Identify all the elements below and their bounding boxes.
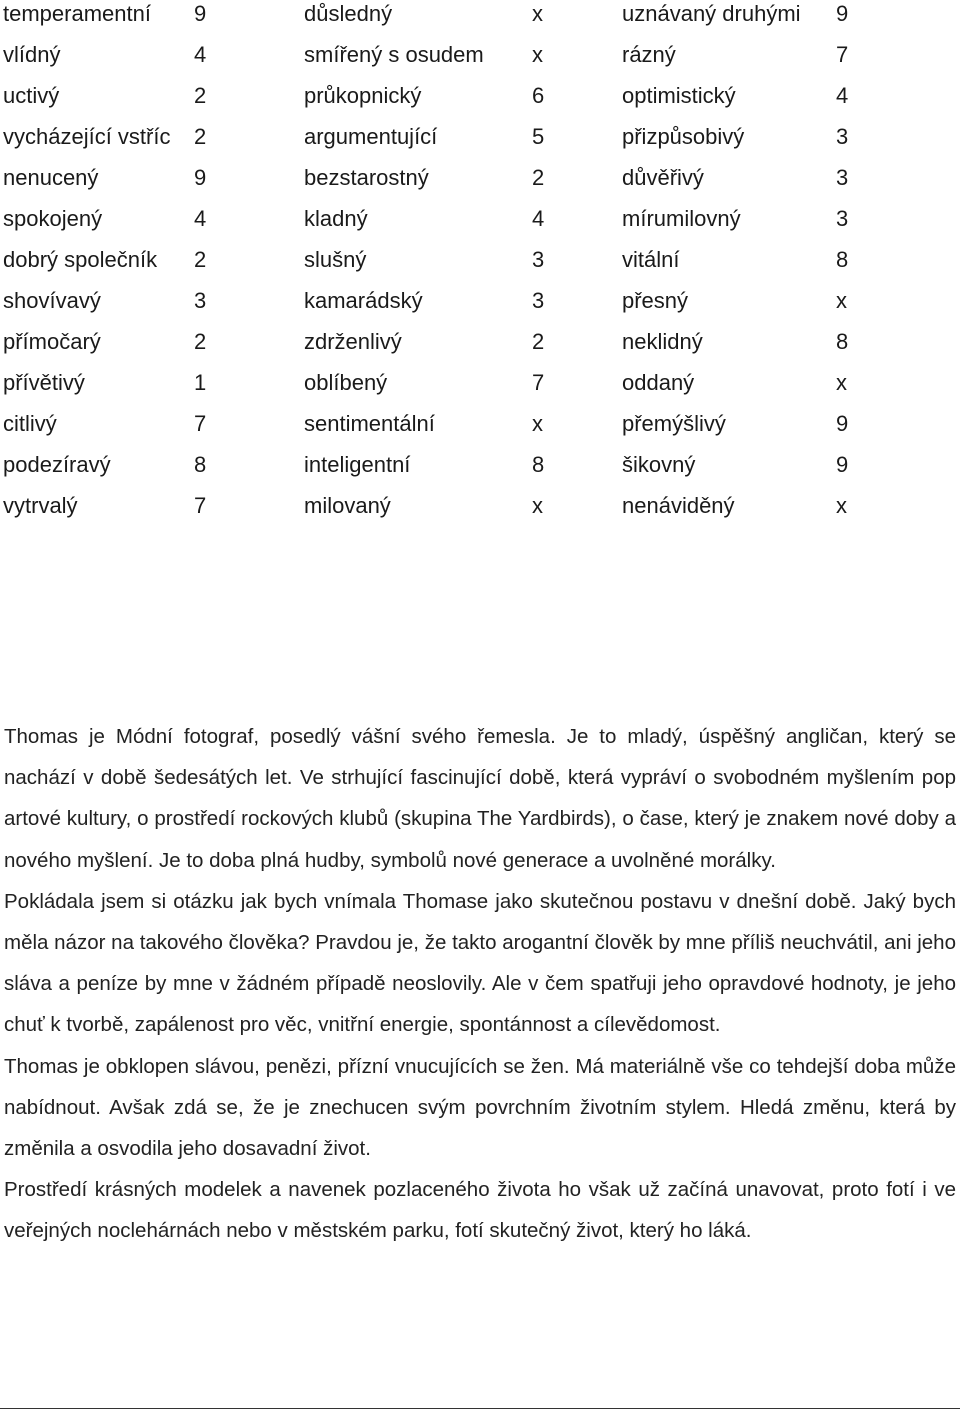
trait-score-2: x [532,1,543,26]
trait-name-1: nenucený [3,165,99,190]
trait-name-2: kamarádský [304,288,423,313]
trait-score-3: x [836,370,847,395]
trait-score-3: 3 [836,206,849,231]
trait-name-2: bezstarostný [304,165,429,190]
trait-name-1: vlídný [3,42,61,67]
trait-score-1: 2 [194,329,207,354]
trait-score-3: 8 [836,247,849,272]
trait-name-3: přesný [622,288,689,313]
trait-name-3: neklidný [622,329,703,354]
paragraph: Prostředí krásných modelek a navenek pozlaceného života ho však už začíná unavovat, proto fotí i ve veřejných noclehárnách nebo v městském parku, fotí skutečný život, který ho láká. [4,1178,956,1243]
trait-name-1: podezíravý [3,452,111,477]
trait-score-2: 6 [532,83,545,108]
trait-name-3: přizpůsobivý [622,124,745,149]
essay-text [4,716,956,1252]
trait-score-1: 3 [194,288,207,313]
trait-score-3: x [836,288,847,313]
trait-row [0,328,960,369]
trait-name-2: argumentující [304,124,438,149]
trait-score-2: 3 [532,247,545,272]
bottom-divider [0,1408,960,1409]
trait-name-2: průkopnický [304,83,422,108]
trait-name-3: uznávaný druhými [622,1,801,26]
trait-score-1: 2 [194,83,207,108]
trait-score-3: 4 [836,83,849,108]
trait-name-2: slušný [304,247,367,272]
trait-score-3: x [836,493,847,518]
trait-name-2: sentimentální [304,411,435,436]
trait-name-3: šikovný [622,452,696,477]
trait-name-1: spokojený [3,206,103,231]
trait-name-1: uctivý [3,83,60,108]
trait-row [0,123,960,164]
trait-score-1: 4 [194,42,207,67]
trait-name-3: oddaný [622,370,695,395]
trait-score-2: 4 [532,206,545,231]
trait-name-3: nenáviděný [622,493,735,518]
trait-score-2: 5 [532,124,545,149]
trait-name-2: inteligentní [304,452,411,477]
trait-score-3: 8 [836,329,849,354]
trait-row [0,287,960,328]
trait-row [0,164,960,205]
trait-score-3: 9 [836,1,849,26]
trait-name-1: přívětivý [3,370,85,395]
trait-name-3: vitální [622,247,680,272]
trait-row [0,0,960,41]
trait-score-1: 9 [194,165,207,190]
trait-name-3: mírumilovný [622,206,741,231]
trait-name-3: rázný [622,42,676,67]
trait-name-1: vycházející vstříc [3,124,171,149]
trait-score-1: 8 [194,452,207,477]
trait-row [0,410,960,451]
trait-score-1: 1 [194,370,207,395]
trait-row [0,492,960,533]
trait-name-1: citlivý [3,411,57,436]
trait-name-2: důsledný [304,1,393,26]
trait-score-3: 7 [836,42,849,67]
trait-score-2: 3 [532,288,545,313]
trait-score-2: x [532,493,543,518]
trait-row [0,41,960,82]
trait-name-1: vytrvalý [3,493,78,518]
trait-score-3: 3 [836,124,849,149]
trait-name-2: zdrženlivý [304,329,402,354]
trait-name-3: přemýšlivý [622,411,726,436]
trait-row [0,205,960,246]
trait-name-2: kladný [304,206,368,231]
trait-name-1: shovívavý [3,288,101,313]
trait-row [0,82,960,123]
trait-score-2: 2 [532,329,545,354]
trait-name-1: dobrý společník [3,247,158,272]
trait-score-2: x [532,42,543,67]
trait-name-3: důvěřivý [622,165,704,190]
trait-name-2: milovaný [304,493,391,518]
trait-name-1: temperamentní [3,1,151,26]
trait-name-3: optimistický [622,83,736,108]
trait-score-1: 7 [194,493,207,518]
trait-name-2: smířený s osudem [304,42,484,67]
trait-row [0,246,960,287]
trait-row [0,451,960,492]
trait-score-2: 8 [532,452,545,477]
trait-score-1: 2 [194,247,207,272]
trait-score-2: 7 [532,370,545,395]
trait-score-3: 3 [836,165,849,190]
paragraph: Thomas je obklopen slávou, penězi, přízní vnucujících se žen. Má materiálně vše co tehdejší doba může nabídnout. Avšak zdá se, že je znechucen svým povrchním životním stylem. Hledá změnu, která by změnila a osvodila jeho dosavadní život. [4,1054,956,1161]
trait-score-3: 9 [836,452,849,477]
trait-name-1: přímočarý [3,329,101,354]
paragraph: Pokládala jsem si otázku jak bych vnímala Thomase jako skutečnou postavu v dnešní době. Jaký bych měla názor na takového člověka? Pravdou je, že takto arogantní člověk by mne příliš neuchvátil, ani jeho sláva a peníze by mne v žádném případě neoslovily. Ale v čem spatřuji jeho opravdové hodnoty, je jeho chuť k tvorbě, zapálenost pro věc, vnitřní energie, spontánnost a cílevědomost. [4,889,956,1037]
trait-score-3: 9 [836,411,849,436]
trait-score-1: 2 [194,124,207,149]
trait-score-1: 7 [194,411,207,436]
trait-score-2: x [532,411,543,436]
trait-score-1: 9 [194,1,207,26]
trait-name-2: oblíbený [304,370,388,395]
trait-score-2: 2 [532,165,545,190]
trait-row [0,369,960,410]
paragraph: Thomas je Módní fotograf, posedlý vášní svého řemesla. Je to mladý, úspěšný angličan, který se nachází v době šedesátých let. Ve strhující fascinující době, která vypráví o svobodném myšlením pop artové kultury, o prostředí rockových klubů (skupina The Yardbirds), o čase, který je znakem nové doby a nového myšlení. Je to doba plná hudby, symbolů nové generace a uvolněné morálky. [4,725,956,872]
trait-score-1: 4 [194,206,207,231]
